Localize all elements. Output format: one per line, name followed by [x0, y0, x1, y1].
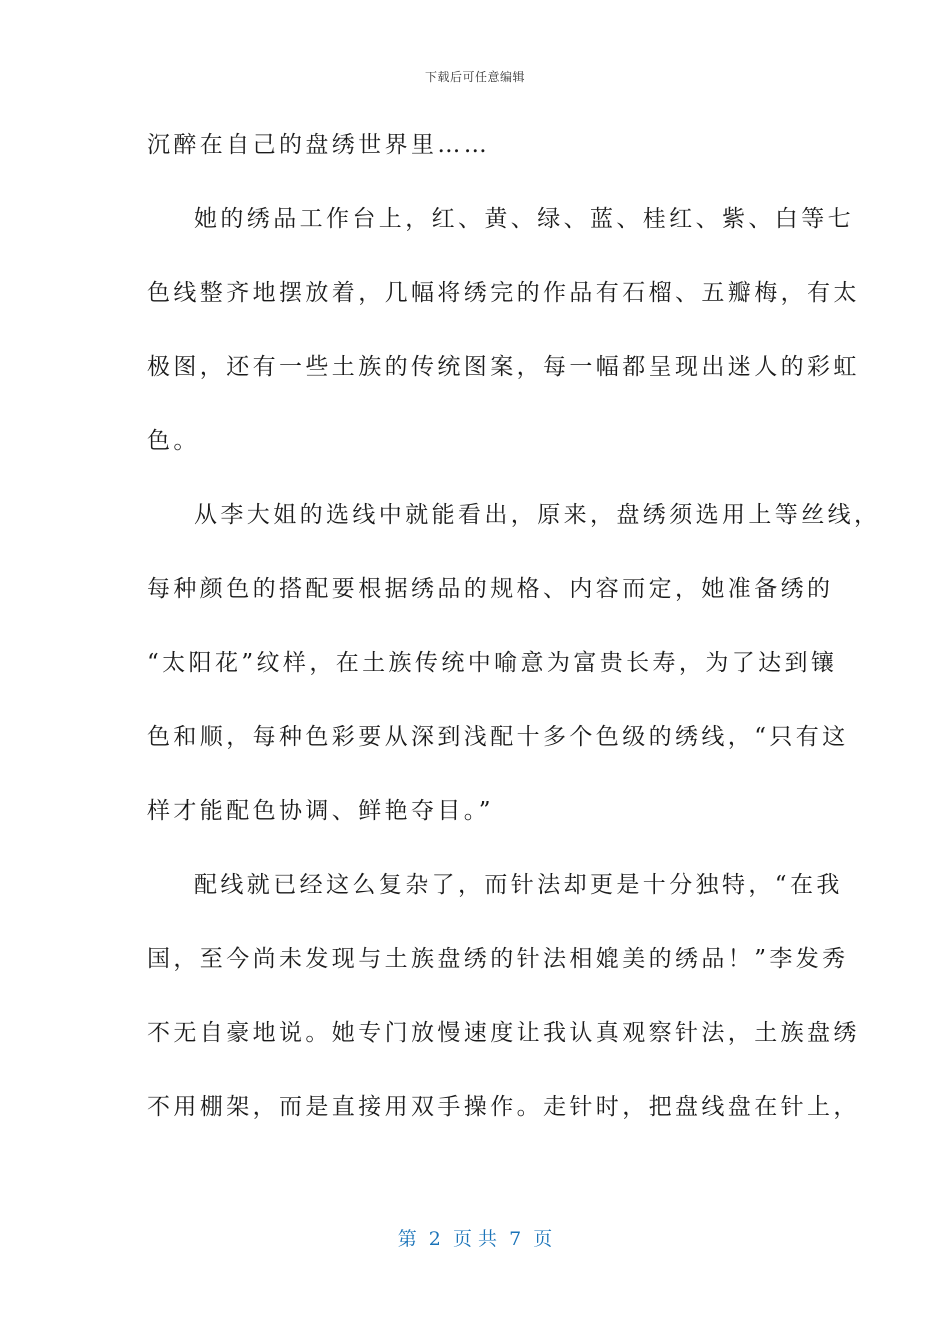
text-line: 每种颜色的搭配要根据绣品的规格、内容而定，她准备绣的: [147, 576, 834, 602]
header-note: 下载后可任意编辑: [424, 70, 525, 84]
document-body: [147, 120, 881, 1156]
text-line: 色和顺，每种色彩要从深到浅配十多个色级的绣线，“只有这: [147, 724, 849, 750]
text-line: 不无自豪地说。她专门放慢速度让我认真观察针法，土族盘绣: [147, 1020, 860, 1046]
text-line: “太阳花”纹样，在土族传统中喻意为富贵长寿，为了达到镶: [147, 650, 838, 676]
text-line: 国，至今尚未发现与土族盘绣的针法相媲美的绣品！”李发秀: [147, 946, 849, 972]
text-line: 色线整齐地摆放着，几幅将绣完的作品有石榴、五瓣梅，有太: [147, 280, 860, 306]
paragraph-start-line: 她的绣品工作台上，红、黄、绿、蓝、桂红、紫、白等七: [194, 206, 854, 232]
text-line: 极图，还有一些土族的传统图案，每一幅都呈现出迷人的彩虹: [147, 354, 860, 380]
text-line: 沉醉在自己的盘绣世界里……: [147, 132, 491, 158]
paragraph-start-line: 从李大姐的选线中就能看出，原来，盘绣须选用上等丝线，: [194, 502, 881, 528]
text-line: 样才能配色协调、鲜艳夺目。”: [147, 798, 494, 824]
text-line: 不用棚架，而是直接用双手操作。走针时，把盘线盘在针上，: [147, 1094, 860, 1120]
page-number-footer: 第 2 页 共 7 页: [397, 1228, 553, 1250]
paragraph-start-line: 配线就已经这么复杂了，而针法却更是十分独特，“在我: [194, 872, 843, 898]
text-line: 色。: [147, 428, 200, 454]
